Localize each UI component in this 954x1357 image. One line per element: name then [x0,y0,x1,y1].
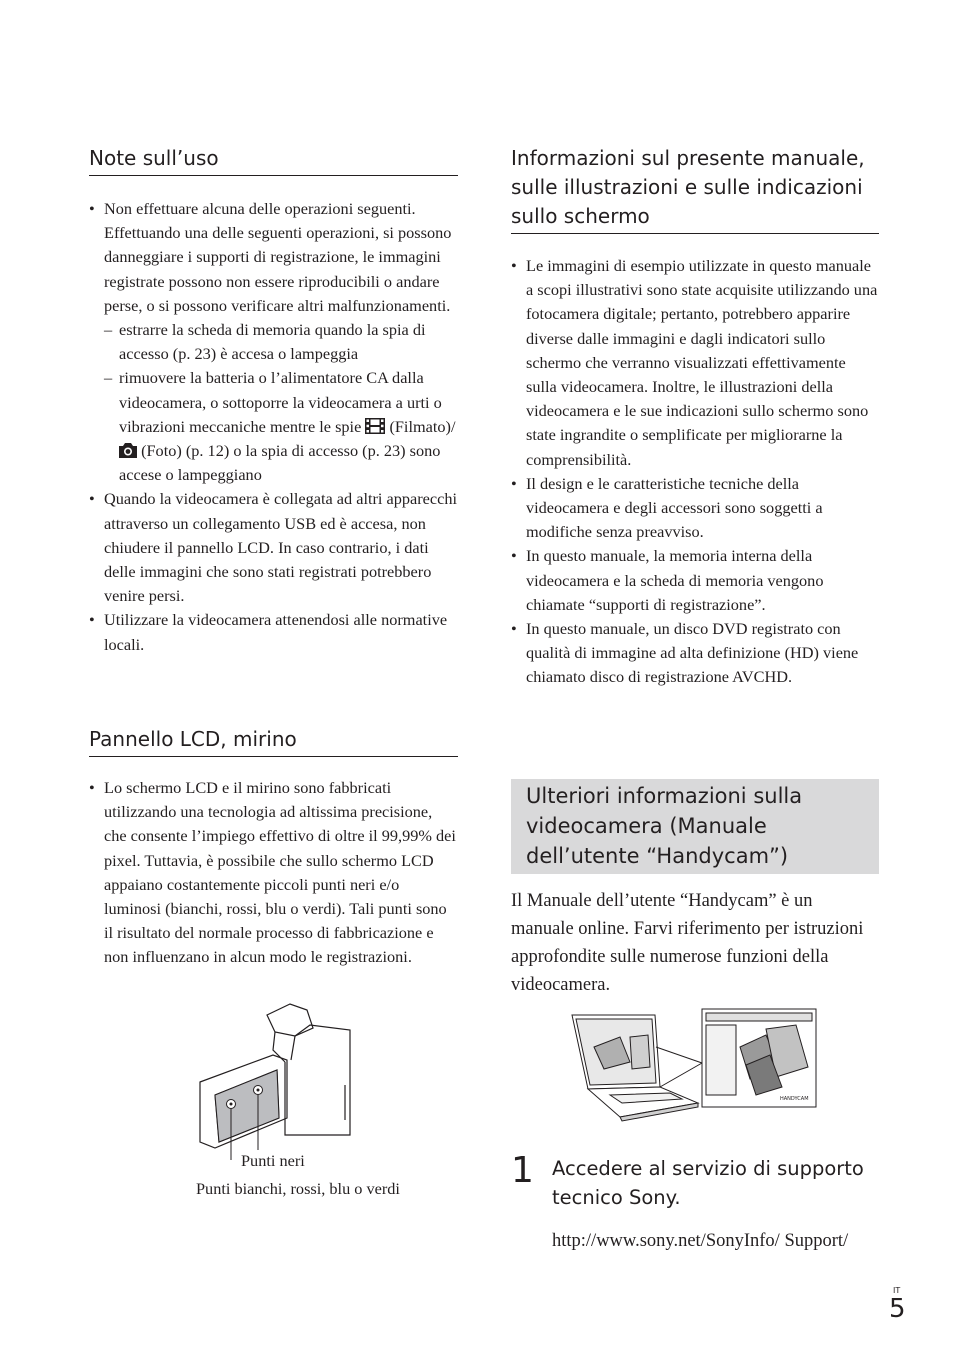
laptop-manual-illustration [570,1007,820,1122]
list-item: • Quando la videocamera è collegata ad altri apparecchi attraverso un collegamento USB ed è accesa, non chiudere il pannello LCD. In caso contrario, i dati delle immagini che sono stati registrati potrebbero venire persi. [89,487,458,608]
heading-lcd: Pannello LCD, mirino [89,725,458,757]
list-item: • Le immagini di esempio utilizzate in questo manuale a scopi illustrativi sono state acquisite utilizzando una fotocamera digitale; pertanto, potrebbero apparire diverse dalle immagini e dagli indicatori sullo schermo che verranno visualizzati effettivamente sulla videocamera. Inoltre, le illustrazioni della videocamera e le sue indicazioni sullo schermo sono state ingrandite o semplificate per migliorarne la comprensibilità. [511,254,879,472]
camera-icon [119,442,137,458]
support-url-link[interactable]: http://www.sony.net/SonyInfo/ Support/ [552,1231,849,1251]
list-item: • In questo manuale, un disco DVD registrato con qualità di immagine ad alta definizione (HD) viene chiamato disco di registrazione AVCHD. [511,617,879,690]
caption-black-dots: Punti neri [241,1151,305,1170]
svg-text:HANDYCAM: HANDYCAM [780,1096,809,1102]
caption-color-dots: Punti bianchi, rossi, blu o verdi [196,1179,400,1198]
step-number: 1 [511,1150,534,1191]
dash-list [104,318,458,487]
heading-info: Informazioni sul presente manuale, sulle illustrazioni e sulle indicazioni sullo schermo [511,144,879,234]
list-item: • In questo manuale, la memoria interna della videocamera e la scheda di memoria vengono chiamate “supporti di registrazione”. [511,544,879,617]
dash-text-2c: (Foto) (p. 12) o la spia di accesso (p. 23) sono accese o lampeggiano [119,441,441,485]
list-item: • Lo schermo LCD e il mirino sono fabbricati utilizzando una tecnologia ad altissima precisione, che consente l’impiego effettivo di oltre il 99,99% dei pixel. Tuttavia, è possibile che sullo schermo LCD appaiano costantemente piccoli punti neri e/o luminosi (bianchi, rossi, blu o verdi). Tali punti sono il risultato del normale processo di fabbricazione e non influenzano in alcun modo le registrazioni. [89,776,458,970]
list-item [104,366,458,487]
note-bullet-1: Non effettuare alcuna delle operazioni seguenti. Effettuando una delle seguenti operazioni, si possono danneggiare i supporti di registrazione, le immagini registrate possono non essere riproducibili o andare perse, o si possono verificare altri malfunzionamenti. [104,199,452,315]
note-uso-list [89,197,458,657]
list-item: – estrarre la scheda di memoria quando la spia di accesso (p. 23) è accesa o lampeggia [104,318,458,366]
list-item: • Utilizzare la videocamera attenendosi alle normative locali. [89,608,458,656]
page-number: 5 [889,1294,906,1324]
section-more-info-body [511,887,879,999]
heading-box-more-info [511,779,879,874]
list-item: • Il design e le caratteristiche tecniche della videocamera e degli accessori sono soggetti a modifiche senza preavviso. [511,472,879,545]
info-list [511,254,879,690]
list-item [89,197,458,487]
dash-text-2b: (Filmato)/ [389,416,456,436]
heading-more-info: Ulteriori informazioni sulla videocamera (Manuale dell’utente “Handycam”) [526,784,803,868]
movie-icon [365,418,385,434]
heading-note-uso: Note sull’uso [89,144,458,176]
lcd-list [89,776,458,970]
dash-text-2a: rimuovere la batteria o l’alimentatore CA dalla videocamera, o sottoporre la videocamera a urti o vibrazioni meccaniche mentre le spie [119,368,442,436]
section-info [511,144,879,690]
step-title: Accedere al servizio di supporto tecnico Sony. [552,1157,864,1209]
camcorder-lcd-illustration [195,1000,355,1160]
section-lcd [89,725,458,970]
page-language: IT [893,1286,901,1295]
more-info-paragraph: Il Manuale dell’utente “Handycam” è un manuale online. Farvi riferimento per istruzioni approfondite sulle numerose funzioni della videocamera. [511,891,864,995]
section-note-uso [89,144,458,657]
